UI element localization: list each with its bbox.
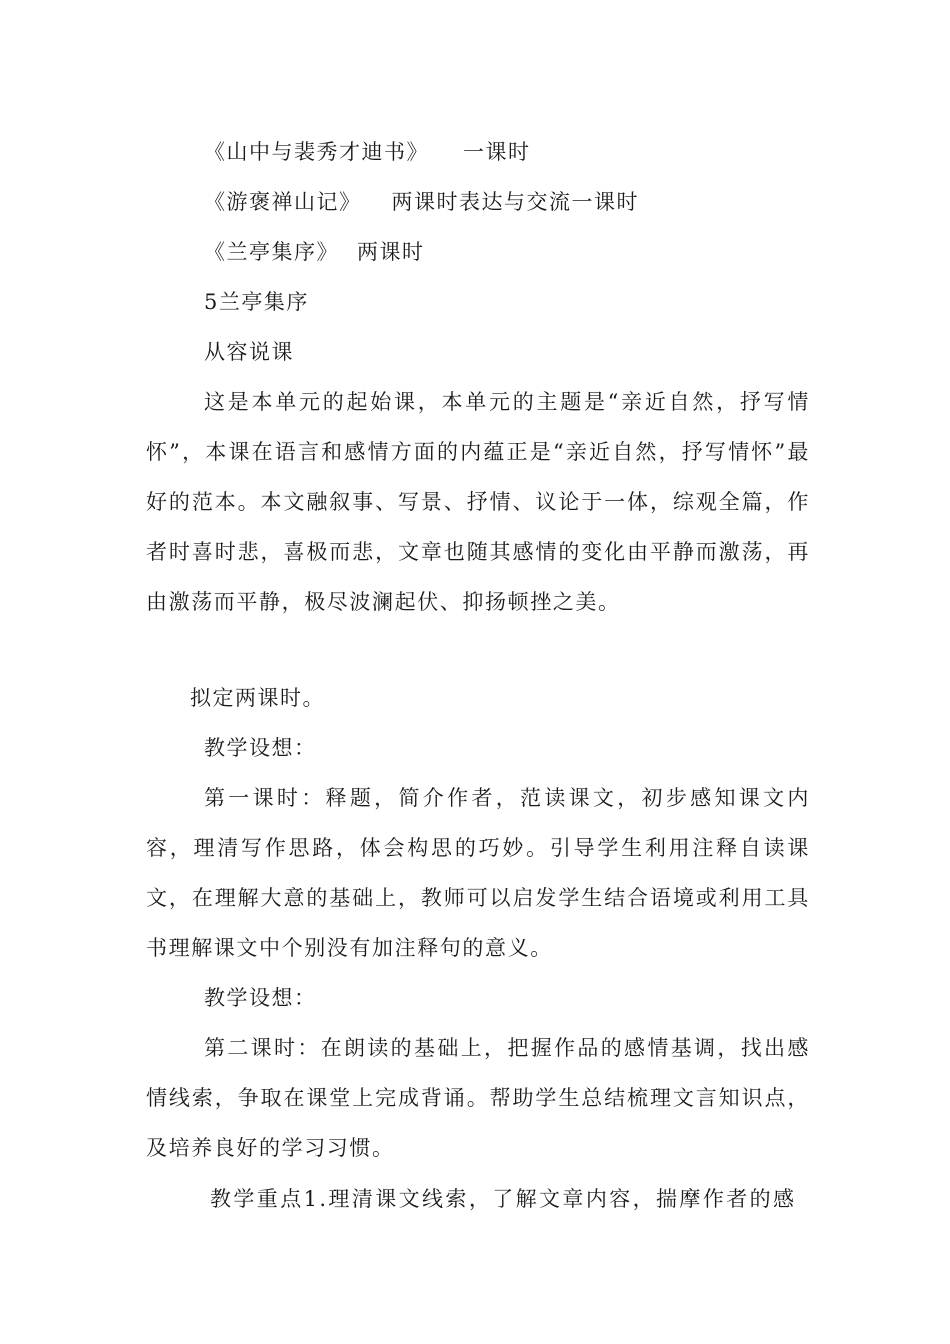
toc-entry xyxy=(204,187,639,217)
lesson-heading: 5兰亭集序 xyxy=(204,290,309,314)
toc-title: 《山中与裴秀才迪书》 xyxy=(204,140,429,164)
plan-line: 拟定两课时。 xyxy=(190,686,325,710)
toc-note: 一课时 xyxy=(463,140,531,164)
teaching-design-label: 教学设想： xyxy=(204,736,317,760)
toc-entry xyxy=(204,237,425,267)
toc-title: 《兰亭集序》 xyxy=(204,240,339,264)
teaching-design-label: 教学设想： xyxy=(204,986,317,1010)
intro-paragraph: 这是本单元的起始课，本单元的主题是“亲近自然，抒写情怀”，本课在语言和感情方面的内蕴正是“亲近自然，抒写情怀”最好的范本。本文融叙事、写景、抒情、议论于一体，综观全篇，作者时喜时悲，喜极而悲，文章也随其感情的变化由平静而激荡，再由激荡而平静，极尽波澜起伏、抑扬顿挫之美。 xyxy=(146,390,810,614)
toc-note: 两课时 xyxy=(357,240,425,264)
key-points-line: 教学重点1.理清课文线索，了解文章内容，揣摩作者的感 xyxy=(210,1187,797,1211)
section-heading: 从容说课 xyxy=(204,340,294,364)
toc-note: 两课时表达与交流一课时 xyxy=(391,190,639,214)
toc-entry xyxy=(204,137,531,167)
lesson-one-paragraph: 第一课时：释题，简介作者，范读课文，初步感知课文内容，理清写作思路，体会构思的巧妙。引导学生利用注释自读课文，在理解大意的基础上，教师可以启发学生结合语境或利用工具书理解课文中个别没有加注释句的意义。 xyxy=(146,786,810,960)
toc-title: 《游褒禅山记》 xyxy=(204,190,362,214)
lesson-two-paragraph: 第二课时：在朗读的基础上，把握作品的感情基调，找出感情线索，争取在课堂上完成背诵。帮助学生总结梳理文言知识点，及培养良好的学习习惯。 xyxy=(146,1036,810,1160)
